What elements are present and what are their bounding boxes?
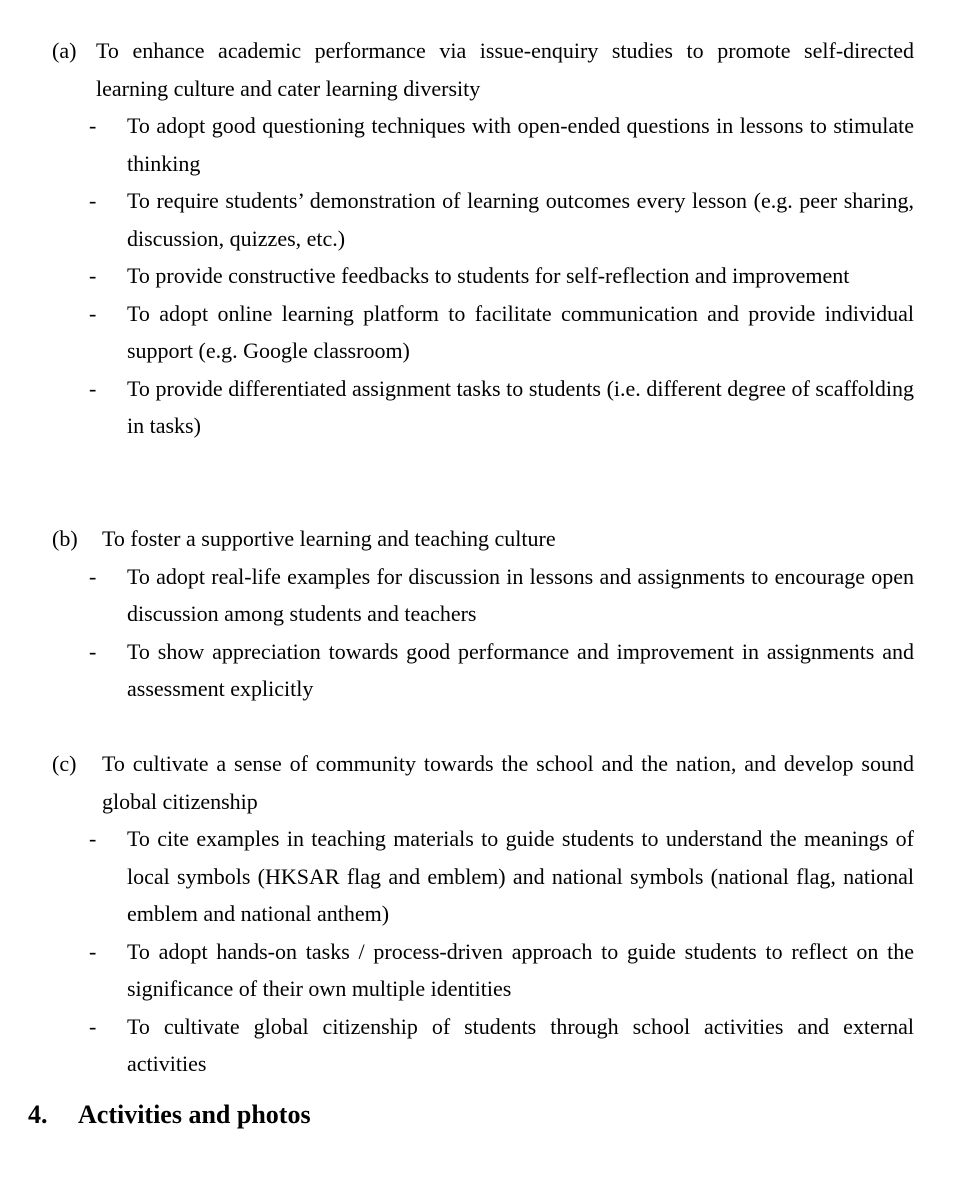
heading-title: Activities and photos [78, 1100, 311, 1129]
bullet-dash: - [89, 300, 97, 326]
bullet-dash: - [89, 638, 97, 664]
bullet-text: To adopt real-life examples for discussion in lessons and assignments to encourage open discussion among students and teachers [127, 563, 914, 626]
bullet-dash: - [89, 113, 97, 138]
section-a-title: To enhance academic performance via issue-enquiry studies to promote self-directed learning culture and cater learning diversity [96, 38, 914, 101]
bullet-dash: - [89, 188, 97, 213]
bullet-text: To adopt hands-on tasks / process-driven approach to guide students to reflect on the significance of their own multiple identities [127, 938, 914, 1001]
section-c-bullets [52, 820, 914, 1083]
section-b-label: (b) [52, 526, 78, 551]
section-b [52, 520, 914, 708]
bullet-dash: - [89, 563, 97, 589]
bullet-text: To show appreciation towards good performance and improvement in assignments and assessment explicitly [127, 638, 914, 701]
section-heading-4 [28, 1096, 311, 1134]
bullet-text: To provide constructive feedbacks to students for self-reflection and improvement [127, 263, 850, 288]
section-c-label: (c) [52, 751, 77, 776]
bullet-text: To cite examples in teaching materials to guide students to understand the meanings of local symbols (HKSAR flag and emblem) and national symbols (national flag, national emblem and national anthem) [127, 826, 914, 926]
bullet-dash: - [89, 1013, 97, 1039]
section-b-title: To foster a supportive learning and teaching culture [102, 526, 556, 551]
bullet-dash: - [89, 263, 97, 288]
list-item [52, 257, 914, 295]
bullet-text: To require students’ demonstration of learning outcomes every lesson (e.g. peer sharing, discussion, quizzes, etc.) [127, 188, 914, 251]
section-c-heading [52, 745, 914, 820]
bullet-text: To provide differentiated assignment tasks to students (i.e. different degree of scaffolding in tasks) [127, 375, 914, 438]
bullet-dash: - [89, 375, 97, 401]
list-item [52, 295, 914, 370]
list-item [52, 933, 914, 1008]
bullet-text: To cultivate global citizenship of students through school activities and external activities [127, 1013, 914, 1076]
section-c-title: To cultivate a sense of community towards the school and the nation, and develop sound global citizenship [102, 751, 914, 814]
list-item [52, 1008, 914, 1083]
section-b-bullets [52, 558, 914, 708]
list-item [52, 820, 914, 933]
heading-number: 4. [28, 1100, 48, 1129]
bullet-dash: - [89, 938, 97, 964]
section-a [52, 32, 914, 445]
section-b-heading [52, 520, 914, 558]
section-a-bullets [52, 107, 914, 445]
bullet-text: To adopt online learning platform to facilitate communication and provide individual support (e.g. Google classroom) [127, 300, 914, 363]
section-c [52, 745, 914, 1083]
list-item [52, 182, 914, 257]
section-a-label: (a) [52, 38, 77, 63]
section-a-heading [52, 32, 914, 107]
bullet-text: To adopt good questioning techniques with open-ended questions in lessons to stimulate thinking [127, 113, 914, 176]
list-item [52, 107, 914, 182]
list-item [52, 370, 914, 445]
list-item [52, 558, 914, 633]
bullet-dash: - [89, 826, 97, 851]
list-item [52, 633, 914, 708]
